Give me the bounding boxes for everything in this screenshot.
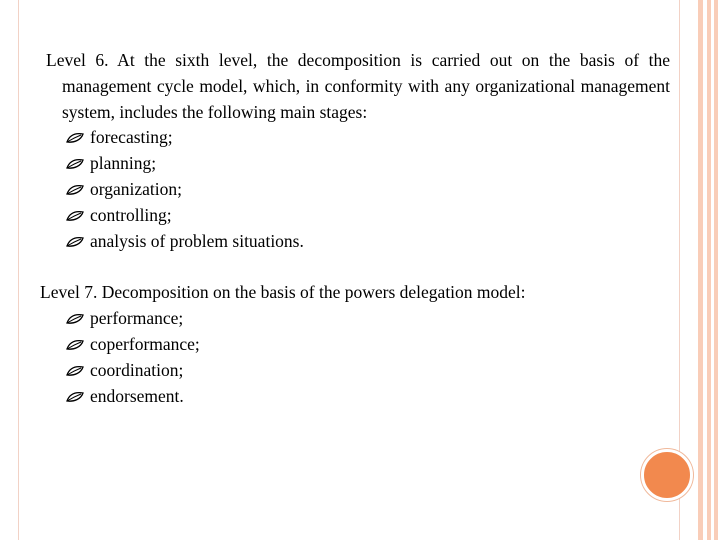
decorative-circle <box>641 449 693 501</box>
list-item-text: planning; <box>90 153 157 174</box>
list-item <box>66 229 670 255</box>
list-item-text: coperformance; <box>90 333 200 354</box>
decorative-side-bars <box>690 0 720 540</box>
level-7-text: Decomposition on the basis of the powers delegation model: <box>97 282 526 303</box>
side-bar <box>698 0 703 540</box>
leaf-bullet-icon <box>66 391 84 403</box>
level-7-label: Level 7. <box>40 282 98 303</box>
leaf-bullet-icon <box>66 339 84 351</box>
list-item <box>66 306 670 332</box>
slide-content <box>40 48 670 409</box>
list-item-text: controlling; <box>90 204 172 225</box>
list-item <box>66 358 670 384</box>
leaf-bullet-icon <box>66 236 84 248</box>
level-7-paragraph <box>40 280 670 306</box>
list-item-text: performance; <box>90 308 184 329</box>
leaf-bullet-icon <box>66 132 84 144</box>
side-bar <box>707 0 711 540</box>
leaf-bullet-icon <box>66 365 84 377</box>
leaf-bullet-icon <box>66 313 84 325</box>
list-item <box>66 151 670 177</box>
list-item-text: coordination; <box>90 359 184 380</box>
list-item <box>66 125 670 151</box>
leaf-bullet-icon <box>66 210 84 222</box>
list-item <box>66 332 670 358</box>
leaf-bullet-icon <box>66 184 84 196</box>
leaf-bullet-icon <box>66 158 84 170</box>
list-item <box>66 384 670 410</box>
level-7-list <box>40 306 670 409</box>
list-item-text: organization; <box>90 178 183 199</box>
list-item <box>66 177 670 203</box>
level-6-paragraph <box>40 48 670 125</box>
level-6-list <box>40 125 670 254</box>
level-6-label: Level 6. <box>46 50 109 70</box>
list-item-text: analysis of problem situations. <box>90 230 304 251</box>
list-item <box>66 203 670 229</box>
list-item-text: forecasting; <box>90 127 173 148</box>
level-6-text: At the sixth level, the decomposition is carried out on the basis of the management cycle model, which, in conformity with any organizational management system, includes the following main stages: <box>62 50 670 122</box>
side-bar <box>714 0 718 540</box>
list-item-text: endorsement. <box>90 385 184 406</box>
